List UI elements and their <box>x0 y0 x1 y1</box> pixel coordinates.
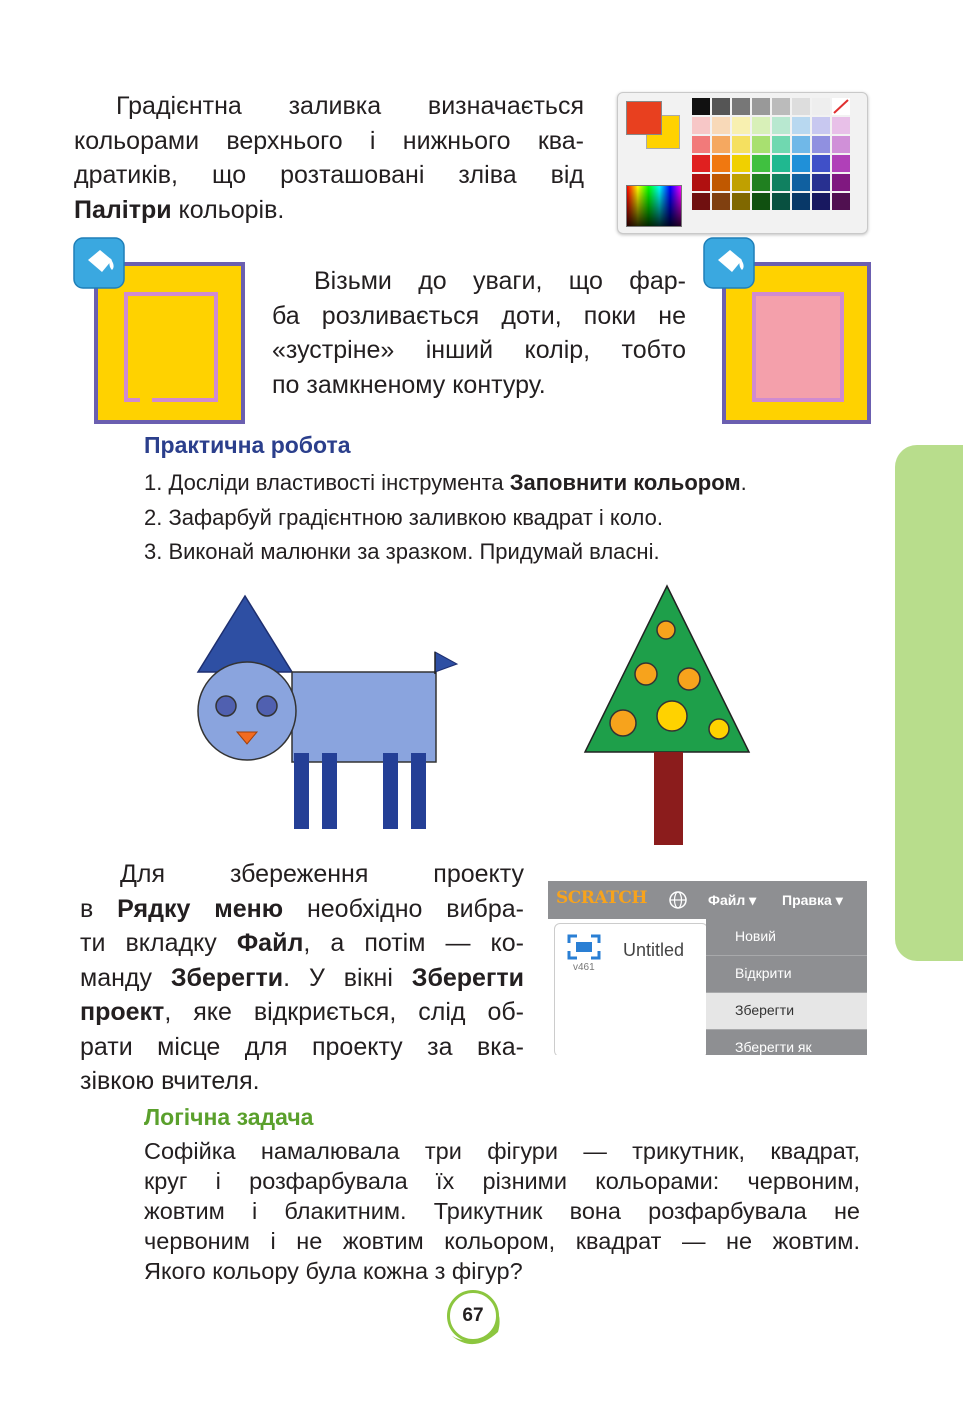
intro-line: дратиків, що розташовані зліва від <box>74 161 584 189</box>
save-line: зівкою вчителя. <box>80 1067 260 1095</box>
menu-item-new[interactable]: Новий <box>706 919 867 956</box>
paint-bucket-icon <box>74 238 124 288</box>
color-palette[interactable] <box>617 92 868 234</box>
note-line: «зустріне» інший колір, тобто <box>272 336 686 364</box>
color-swatch[interactable] <box>792 155 810 172</box>
color-swatch[interactable] <box>692 117 710 134</box>
color-swatch[interactable] <box>752 98 770 115</box>
right-eye <box>257 696 277 716</box>
leg-1 <box>294 753 309 829</box>
note-line: Візьми до уваги, що фар- <box>314 267 686 295</box>
intro-line: Палітри кольорів. <box>74 195 285 224</box>
save-line: рати місце для проекту за вка- <box>80 1032 524 1061</box>
color-swatch[interactable] <box>692 193 710 210</box>
color-swatch[interactable] <box>692 174 710 191</box>
logic-line: жовтим і блакитним. Трикутник вона розфарбувала не <box>144 1198 860 1224</box>
practical-item-2: 2. Зафарбуй градієнтною заливкою квадрат і коло. <box>144 505 663 530</box>
head-circle <box>198 662 296 760</box>
color-swatch[interactable] <box>772 193 790 210</box>
save-line: в Рядку меню необхідно вибра- <box>80 894 524 923</box>
logic-task-text <box>144 1136 860 1286</box>
scratch-menu-bar <box>548 881 867 919</box>
color-swatch[interactable] <box>712 174 730 191</box>
color-swatch[interactable] <box>752 117 770 134</box>
project-title[interactable]: Untitled <box>623 940 685 960</box>
note-line: ба розливається доти, поки не <box>272 301 686 330</box>
scratch-logo[interactable]: SCRATCH <box>556 888 647 908</box>
fill-closed-contour-illustration <box>700 236 872 426</box>
color-swatch[interactable] <box>732 136 750 153</box>
body-rectangle <box>292 672 436 762</box>
color-swatch[interactable] <box>772 136 790 153</box>
logic-task-heading: Логічна задача <box>144 1104 314 1130</box>
note-line: по замкненому контуру. <box>272 370 546 399</box>
color-swatch[interactable] <box>752 174 770 191</box>
top-color-square[interactable] <box>626 101 662 135</box>
save-line: манду Зберегти. У вікні Зберегти <box>80 963 524 992</box>
color-swatch[interactable] <box>812 117 830 134</box>
logic-line: червоним і не жовтим кольором, квадрат — не жовтим. <box>144 1228 860 1254</box>
project-panel <box>554 923 708 1055</box>
color-swatch[interactable] <box>812 174 830 191</box>
chapter-tab <box>895 445 963 961</box>
scratch-menu-screenshot <box>548 881 867 1055</box>
ornament <box>657 621 675 639</box>
save-line: ти вкладку Файл, а потім — ко- <box>80 929 524 957</box>
practical-work-heading: Практична робота <box>144 432 351 458</box>
color-swatch[interactable] <box>832 174 850 191</box>
fullscreen-icon[interactable] <box>567 934 601 960</box>
color-swatch[interactable] <box>732 98 750 115</box>
note-paragraph <box>272 264 686 402</box>
ornament <box>635 663 657 685</box>
menu-item-open[interactable]: Відкрити <box>706 956 867 993</box>
color-swatch[interactable] <box>732 117 750 134</box>
color-swatch[interactable] <box>752 193 770 210</box>
menu-item-save[interactable]: Зберегти <box>706 993 867 1030</box>
color-swatch[interactable] <box>792 193 810 210</box>
intro-line: кольорами верхнього і нижнього ква- <box>74 126 584 155</box>
color-swatch[interactable] <box>832 155 850 172</box>
ornament <box>610 710 636 736</box>
color-swatch[interactable] <box>772 117 790 134</box>
no-color-slash-icon[interactable] <box>832 98 850 115</box>
color-swatch[interactable] <box>812 136 830 153</box>
color-swatch[interactable] <box>712 117 730 134</box>
logic-line: Якого кольору була кожна з фігур? <box>144 1258 523 1284</box>
leg-2 <box>322 753 337 829</box>
ornament <box>657 701 687 731</box>
menu-file[interactable]: Файл ▾ <box>708 892 757 908</box>
menu-edit[interactable]: Правка ▾ <box>782 892 843 908</box>
color-swatch[interactable] <box>832 136 850 153</box>
intro-line: Градієнтна заливка визначається <box>116 92 584 120</box>
color-swatch[interactable] <box>712 98 730 115</box>
color-swatch[interactable] <box>812 98 830 115</box>
ornament <box>709 719 729 739</box>
triangle-hat <box>198 596 292 672</box>
color-swatch[interactable] <box>772 174 790 191</box>
leg-3 <box>383 753 398 829</box>
color-swatch[interactable] <box>712 136 730 153</box>
ornament <box>678 668 700 690</box>
color-swatch[interactable] <box>692 98 710 115</box>
color-swatch[interactable] <box>692 155 710 172</box>
logic-line: Софійка намалювала три фігури — трикутник, квадрат, <box>144 1138 860 1164</box>
save-line: проект, яке відкриється, слід об- <box>80 998 524 1026</box>
tail-triangle <box>435 652 457 672</box>
tree-shapes-drawing <box>582 582 754 847</box>
color-swatch[interactable] <box>832 193 850 210</box>
color-swatch[interactable] <box>812 193 830 210</box>
color-swatch[interactable] <box>832 117 850 134</box>
color-swatch[interactable] <box>732 174 750 191</box>
color-swatch[interactable] <box>732 193 750 210</box>
fill-open-contour-illustration <box>72 236 247 426</box>
globe-icon[interactable] <box>668 890 688 910</box>
color-swatch[interactable] <box>752 155 770 172</box>
intro-paragraph <box>74 89 584 227</box>
save-line: Для збереження проекту <box>120 860 524 888</box>
color-swatch[interactable] <box>712 155 730 172</box>
tree-trunk <box>654 752 683 845</box>
paint-bucket-icon <box>704 238 754 288</box>
practical-item-3: 3. Виконай малюнки за зразком. Придумай власні. <box>144 539 660 564</box>
left-eye <box>216 696 236 716</box>
color-swatch[interactable] <box>792 117 810 134</box>
animal-shapes-drawing <box>190 590 465 835</box>
color-swatch[interactable] <box>792 136 810 153</box>
swatch-grid[interactable] <box>692 98 850 210</box>
color-swatch[interactable] <box>812 155 830 172</box>
color-swatch[interactable] <box>792 98 810 115</box>
menu-item-save-as[interactable]: Зберегти як <box>706 1030 867 1055</box>
color-swatch[interactable] <box>792 174 810 191</box>
color-swatch[interactable] <box>692 136 710 153</box>
page-number: 67 <box>447 1290 499 1342</box>
leg-4 <box>411 753 426 829</box>
practical-item-1: 1. Досліди властивості інструмента Заповнити кольором. <box>144 470 747 495</box>
project-version: v461 <box>573 962 595 973</box>
color-swatch[interactable] <box>772 155 790 172</box>
color-swatch[interactable] <box>712 193 730 210</box>
color-swatch[interactable] <box>772 98 790 115</box>
color-swatch[interactable] <box>752 136 770 153</box>
logic-line: круг і розфарбувала їх різними кольорами: червоним, <box>144 1168 860 1194</box>
save-paragraph <box>80 857 524 1099</box>
color-swatch[interactable] <box>732 155 750 172</box>
gradient-picker[interactable] <box>626 185 682 227</box>
file-dropdown <box>706 919 867 1055</box>
